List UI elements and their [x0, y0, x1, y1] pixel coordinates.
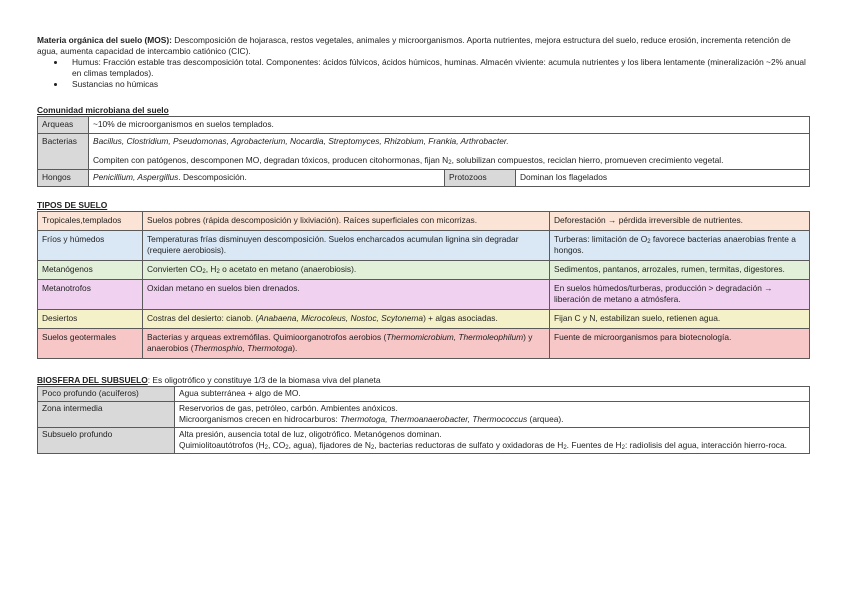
protozoos-label: Protozoos: [445, 170, 516, 187]
arqueas-label: Arqueas: [38, 117, 89, 134]
soil-note: Fuente de microorganismos para biotecnología.: [550, 329, 810, 359]
bacterias-text: Compiten con patógenos, descomponen MO, degradan tóxicos, producen citohormonas, fijan $N_2$, solubilizan compuestos, reciclan hierro, promueven crecimiento vegetal.: [93, 155, 724, 166]
biosphere-title: BIOSFERA DEL SUBSUELO: [37, 375, 148, 385]
table-row: [38, 329, 810, 359]
soil-types-title: TIPOS DE SUELO: [37, 200, 108, 210]
table-row: [38, 310, 810, 329]
soil-desc: Temperaturas frías disminuyen descomposición. Suelos encharcados acumulan lignina sin degradar (requiere aerobiosis).: [143, 231, 550, 261]
soil-name: Desiertos: [38, 310, 143, 329]
table-row: [38, 170, 810, 187]
bio-name: Poco profundo (acuíferos): [38, 387, 175, 402]
soil-types-table: [37, 211, 810, 359]
soil-name: Metanógenos: [38, 261, 143, 280]
table-row: [38, 117, 810, 134]
bullet-no-humicas: • Sustancias no húmicas: [66, 79, 810, 90]
hongos-text: Penicillium, Aspergillus. Descomposición.: [89, 170, 445, 187]
intro-text: Descomposición de hojarasca, restos vegetales, animales y microorganismos. Aporta nutrientes, mejora estructura del suelo, reduce erosión, incrementa retención de agua, aumenta capacidad de intercambio catiónico (CIC).: [37, 35, 791, 56]
arqueas-text: ~10% de microorganismos en suelos templados.: [89, 117, 810, 134]
soil-name: Tropicales,templados: [38, 212, 143, 231]
bacterias-cell: [89, 134, 810, 170]
biosphere-subtitle: : Es oligotrófico y constituye 1/3 de la biomasa viva del planeta: [147, 375, 381, 385]
soil-desc: Costras del desierto: cianob. (Anabaena, Microcoleus, Nostoc, Scytonema) + algas asociadas.: [143, 310, 550, 329]
soil-note: Turberas: limitación de $O_2$ favorece bacterias anaerobias frente a hongos.: [550, 231, 810, 261]
soil-name: Fríos y húmedos: [38, 231, 143, 261]
soil-name: Metanotrofos: [38, 280, 143, 310]
hongos-label: Hongos: [38, 170, 89, 187]
bacterias-genera: Bacillus, Clostridium, Pseudomonas, Agrobacterium, Nocardia, Streptomyces, Rhizobium, Frankia, Arthrobacter.: [93, 136, 509, 146]
bio-text: Alta presión, ausencia total de luz, oligotrófico. Metanógenos dominan. Quimiolitoautótrofos ($H_2$, $CO_2$, agua), fijadores de $N_2$, bacterias reductoras de sulfato y oxidadoras de $H_2$. Fuentes de $H_2$: radiolisis del agua, interacción hierro-roca.: [175, 428, 810, 454]
document-page: [37, 35, 810, 454]
bacterias-label: Bacterias: [38, 134, 89, 170]
soil-note: Fijan C y N, estabilizan suelo, retienen agua.: [550, 310, 810, 329]
soil-desc: Oxidan metano en suelos bien drenados.: [143, 280, 550, 310]
soil-note: Sedimentos, pantanos, arrozales, rumen, termitas, digestores.: [550, 261, 810, 280]
intro-title: Materia orgánica del suelo (MOS):: [37, 35, 172, 45]
table-row: [38, 402, 810, 428]
intro-section: [37, 35, 810, 90]
soil-desc: Bacterias y arqueas extremófilas. Quimioorganotrofos aerobios (Thermomicrobium, Thermoleophilum) y anaerobios (Thermosphio, Thermotoga).: [143, 329, 550, 359]
soil-desc: Convierten $CO_2$, $H_2$ o acetato en metano (anaerobiosis).: [143, 261, 550, 280]
table-row: [38, 387, 810, 402]
table-row: [38, 231, 810, 261]
table-row: [38, 212, 810, 231]
soil-name: Suelos geotermales: [38, 329, 143, 359]
microbial-table: [37, 116, 810, 187]
table-row: [38, 261, 810, 280]
bio-text: Reservorios de gas, petróleo, carbón. Ambientes anóxicos. Microorganismos crecen en hidrocarburos: Thermotoga, Thermoanaerobacter, Thermococcus (arquea).: [175, 402, 810, 428]
bio-text: Agua subterránea + algo de MO.: [175, 387, 810, 402]
intro-paragraph: [37, 35, 810, 57]
table-row: [38, 280, 810, 310]
biosphere-heading: [37, 375, 810, 386]
microbial-title-text: Comunidad microbiana del suelo: [37, 105, 169, 115]
microbial-title: [37, 105, 810, 116]
table-row: [38, 134, 810, 170]
bio-name: Zona intermedia: [38, 402, 175, 428]
protozoos-text: Dominan los flagelados: [516, 170, 810, 187]
biosphere-table: [37, 386, 810, 454]
soil-note: En suelos húmedos/turberas, producción > degradación → liberación de metano a atmósfera.: [550, 280, 810, 310]
soil-desc: Suelos pobres (rápida descomposición y lixiviación). Raíces superficiales con micorrizas.: [143, 212, 550, 231]
soil-note: Deforestación → pérdida irreversible de nutrientes.: [550, 212, 810, 231]
bio-name: Subsuelo profundo: [38, 428, 175, 454]
bullet-humus: • Humus: Fracción estable tras descomposición total. Componentes: ácidos fúlvicos, ácidos húmicos, huminas. Almacén viviente: acumula nutrientes y los libera lentamente (mineralización ~2% anual en climas templados).: [66, 57, 810, 79]
table-row: [38, 428, 810, 454]
intro-bullets: [37, 57, 810, 90]
